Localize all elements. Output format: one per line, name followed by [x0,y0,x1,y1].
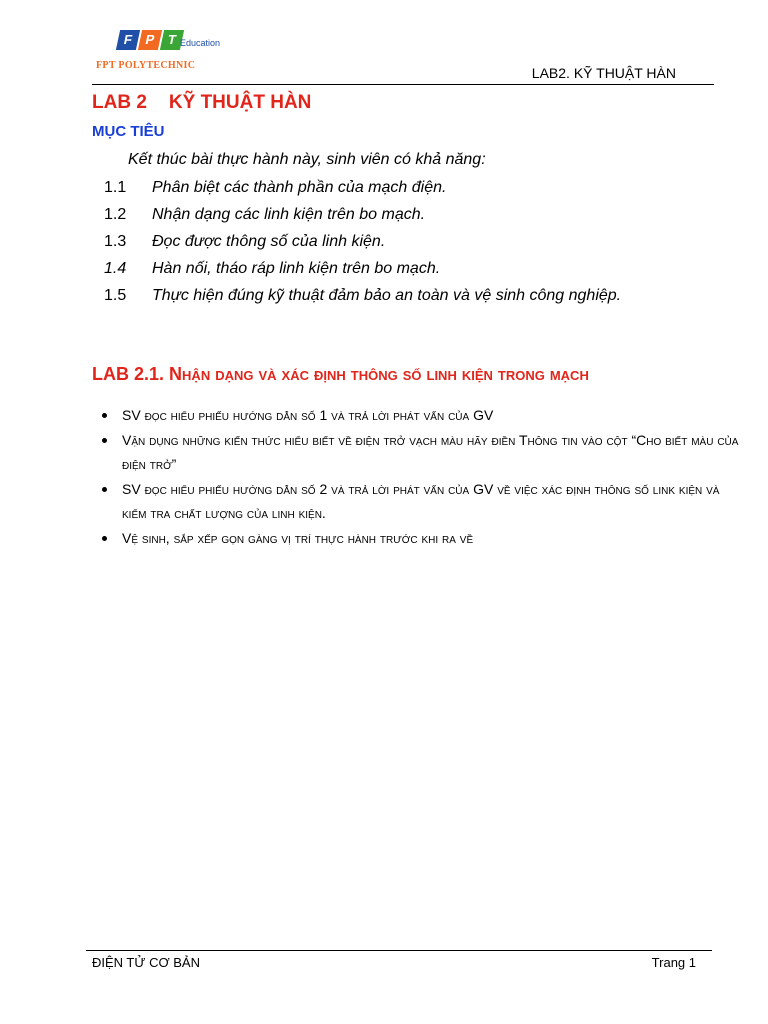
objective-text: Đọc được thông số của linh kiện. [152,232,386,250]
objective-heading: MỤC TIÊU [92,123,165,140]
objective-list [104,174,621,309]
task-item: SV đọc hiểu phiếu hướng dẫn số 1 và trả lời phát vấn của GV [100,403,740,427]
lab-title: KỸ THUẬT HÀN [168,92,312,113]
task-item: Vệ sinh, sắp xếp gọn gàng vị trí thực hành trước khi ra về [100,526,740,550]
logo-letter-f: F [116,30,140,50]
objective-item [104,282,621,309]
section-number: LAB 2.1. [92,364,165,384]
footer-page-number: Trang 1 [651,955,696,970]
logo-letter-p: P [138,30,162,50]
objective-text: Phân biệt các thành phần của mạch điện. [152,178,447,196]
task-item: SV đọc hiểu phiếu hướng dẫn số 2 và trả lời phát vấn của GV về việc xác định thông số link kiện và kiểm tra chất lượng của linh kiện. [100,477,740,525]
objective-item [104,174,621,201]
section-heading [92,364,589,385]
task-list [100,403,740,551]
footer-divider [86,950,712,951]
objective-text: Hàn nối, tháo ráp linh kiện trên bo mạch. [152,259,441,277]
objective-item [104,201,621,228]
objective-number: 1.5 [104,286,127,304]
objective-intro: Kết thúc bài thực hành này, sinh viên có khả năng: [128,151,486,168]
footer-course-name: ĐIỆN TỬ CƠ BẢN [92,955,200,970]
lab-number: LAB 2 [92,92,147,113]
logo-letters [118,30,182,50]
objective-text: Nhận dạng các linh kiện trên bo mạch. [152,205,426,223]
header-divider [92,84,714,85]
section-title: Nhận dạng và xác định thông số linh kiện trong mạch [169,364,589,384]
task-item: Vận dụng những kiến thức hiểu biết về điện trở vạch màu hãy điền Thông tin vào cột “Cho biết màu của điện trở” [100,428,740,476]
logo-education-text: Education [180,38,221,48]
fpt-logo [96,30,228,78]
objective-item [104,228,621,255]
lab-heading [92,92,311,114]
objective-number: 1.2 [104,205,127,223]
logo-letter-t: T [160,30,184,50]
objective-text: Thực hiện đúng kỹ thuật đảm bảo an toàn và vệ sinh công nghiệp. [152,286,622,304]
objective-item [104,255,621,282]
objective-number: 1.1 [104,178,127,196]
logo-brand-text: FPT POLYTECHNIC [96,60,196,71]
objective-number: 1.3 [104,232,127,250]
header-doc-title: LAB2. KỸ THUẬT HÀN [531,65,676,81]
objective-number: 1.4 [104,259,127,277]
